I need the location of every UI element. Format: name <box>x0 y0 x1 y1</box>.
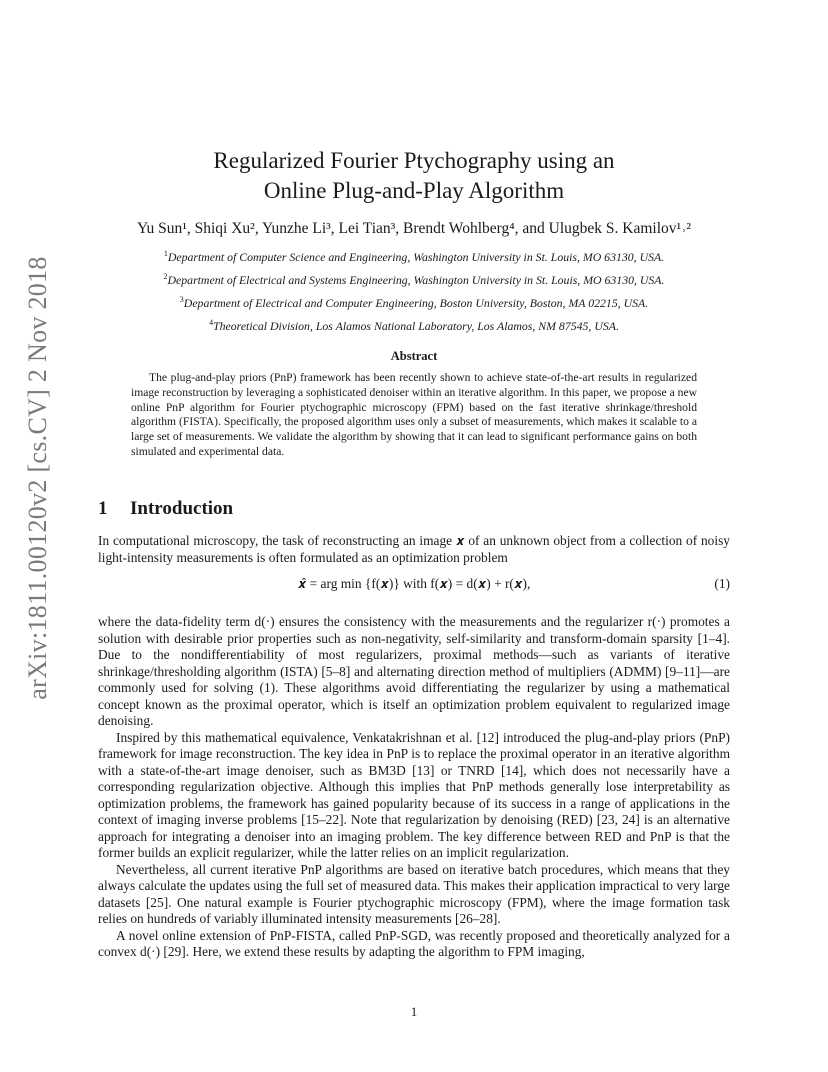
intro-paragraph-4: Nevertheless, all current iterative PnP algorithms are based on iterative batch procedures, which means that they always calculate the updates using the full set of measured data. This makes their application impractical to very large datasets [25]. One natural example is Fourier ptychographic microscopy (FPM), where the image formation task relies on hundreds of variably illuminated intensity measurements [26–28]. <box>98 861 730 926</box>
arxiv-id-text: arXiv:1811.00120v2 [cs.CV] 2 Nov 2018 <box>23 256 52 700</box>
affiliations <box>0 244 828 336</box>
affiliation-1 <box>0 244 828 267</box>
affiliation-4-marker: 4 <box>209 317 214 327</box>
intro-body <box>98 614 730 961</box>
affiliation-3-text: Department of Electrical and Computer Engineering, Boston University, Boston, MA 02215, USA. <box>183 295 649 310</box>
page-number: 1 <box>410 1004 418 1019</box>
equation-expression: 𝒙̂ = arg min {f(𝒙)} with f(𝒙) = d(𝒙) + r(𝒙), <box>297 576 531 591</box>
intro-paragraph-1 <box>98 533 730 566</box>
title-line-2: Online Plug-and-Play Algorithm <box>263 178 565 203</box>
abstract-text: The plug-and-play priors (PnP) framework has been recently shown to achieve state-of-the-art results in regularized image reconstruction by leveraging a sophisticated denoiser within an iterative algorithm. In this paper, we propose a new online PnP algorithm for Fourier ptychographic microscopy (FPM) based on the fast iterative shrinkage/threshold algorithm (FISTA). Specifically, the proposed algorithm uses only a subset of measurements, which makes it scalable to a large set of measurements. We validate the algorithm by showing that it can lead to significant performance gains on both simulated and experimental data. <box>131 371 697 458</box>
paragraph-text: In computational microscopy, the task of reconstructing an image 𝒙 of an unknown object from a collection of noisy light-intensity measurements is often formulated as an optimization problem <box>98 533 730 565</box>
intro-paragraph-5: A novel online extension of PnP-FISTA, called PnP-SGD, was recently proposed and theoretically analyzed for a convex d(·) [29]. Here, we extend these results by adapting the algorithm to FPM imaging, <box>98 927 730 959</box>
title-line-1: Regularized Fourier Ptychography using an <box>213 148 615 173</box>
affiliation-2 <box>0 267 828 290</box>
affiliation-1-marker: 1 <box>163 249 168 258</box>
equation-1 <box>98 576 730 604</box>
affiliation-3-marker: 3 <box>179 294 184 304</box>
intro-paragraph-2: where the data-fidelity term d(·) ensures the consistency with the measurements and the regularizer r(·) promotes a solution with desirable prior properties such as non-negativity, self-similarity and transform-domain sparsity [1–4]. Due to the nondifferentiability of most regularizers, proximal methods—such as variants of iterative shrinkage/thresholding algorithm (ISTA) [5–8] and alternating direction method of multipliers (ADMM) [9–11]—are commonly used for solving (1). These algorithms avoid differentiating the regularizer by using a mathematical concept known as the proximal operator, which is itself an optimization problem equivalent to regularized image denoising. <box>98 614 730 728</box>
affiliation-2-marker: 2 <box>163 271 168 281</box>
abstract-heading: Abstract <box>390 349 438 363</box>
affiliation-1-text: Department of Computer Science and Engineering, Washington University in St. Louis, MO 63130, USA. <box>167 249 665 264</box>
affiliation-4-text: Theoretical Division, Los Alamos National Laboratory, Los Alamos, NM 87545, USA. <box>213 318 619 333</box>
section-number: 1 <box>98 498 108 519</box>
section-title: Introduction <box>130 498 234 519</box>
arxiv-identifier-stamp <box>20 256 56 700</box>
affiliation-4 <box>0 313 828 336</box>
intro-paragraph-3: Inspired by this mathematical equivalence, Venkatakrishnan et al. [12] introduced the plug-and-play priors (PnP) framework for image reconstruction. The key idea in PnP is to replace the proximal operator in an iterative algorithm with a state-of-the-art image denoiser, such as BM3D [13] or TNRD [14], which does not necessarily have a corresponding regularization objective. Although this implies that PnP methods generally lose interpretability as optimization problems, the framework has gained popularity because of its success in a range of applications in the context of imaging inverse problems [15–22]. Note that regularization by denoising (RED) [23, 24] is an alternative approach for integrating a denoiser into an imaging problem. The key difference between RED and PnP is that the former builds an explicit regularizer, while the latter relies on an implicit regularization. <box>98 729 730 860</box>
affiliation-2-text: Department of Electrical and Systems Engineering, Washington University in St. Louis, MO 63130, USA. <box>167 272 665 287</box>
section-heading <box>98 498 233 520</box>
affiliation-3 <box>0 290 828 313</box>
paper-title <box>0 146 828 206</box>
equation-number: (1) <box>714 576 730 591</box>
author-list: Yu Sun¹, Shiqi Xu², Yunzhe Li³, Lei Tian³, Brendt Wohlberg⁴, and Ulugbek S. Kamilov¹˒² <box>137 220 691 237</box>
